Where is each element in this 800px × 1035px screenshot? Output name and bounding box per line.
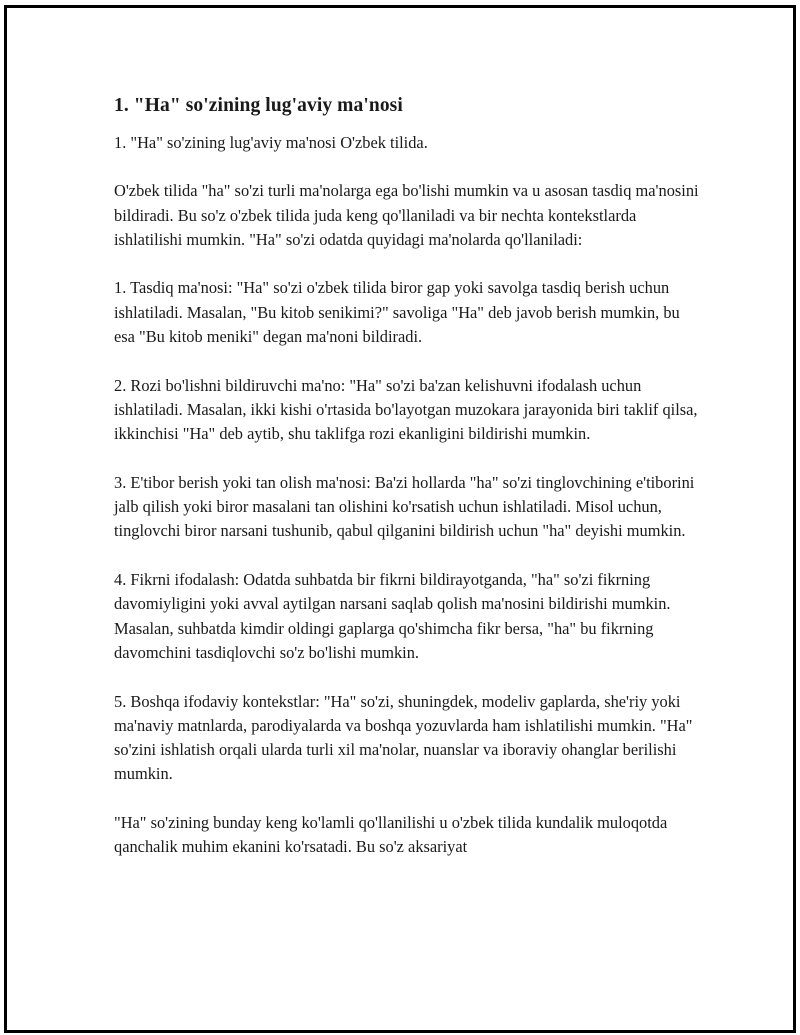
paragraph-item-1: 1. Tasdiq ma'nosi: "Ha" so'zi o'zbek tilida biror gap yoki savolga tasdiq berish uchun ishlatiladi. Masalan, "Bu kitob senikimi?" savoliga "Ha" deb javob berish mumkin, bu esa "Bu kitob meniki" degan ma'noni bildiradi. <box>114 278 680 347</box>
document-heading: 1. "Ha" so'zining lug'aviy ma'nosi <box>114 95 403 116</box>
paragraph-item-4: 4. Fikrni ifodalash: Odatda suhbatda bir fikrni bildirayotganda, "ha" so'zi fikrning davomiyligini yoki avval aytilgan narsani saqlab qolish ma'nosini bildirishi mumkin. Masalan, suhbatda kimdir oldingi gaplarga qo'shimcha fikr bersa, "ha" bu fikrning davomchini tasdiqlovchi so'z bo'lishi mumkin. <box>114 570 671 662</box>
paragraph-item-2: 2. Rozi bo'lishni bildiruvchi ma'no: "Ha" so'zi ba'zan kelishuvni ifodalash uchun ishlatiladi. Masalan, ikki kishi o'rtasida bo'layotgan muzokara jarayonida biri taklif qilsa, ikkinchisi "Ha" deb aytib, shu taklifga rozi ekanligini bildirishi mumkin. <box>114 375 698 444</box>
paragraph-overview: O'zbek tilida "ha" so'zi turli ma'nolarga ega bo'lishi mumkin va u asosan tasdiq ma'nosini bildiradi. Bu so'z o'zbek tilida juda keng qo'llaniladi va bir nechta kontekstlarda ishlatilishi mumkin. "Ha" so'zi odatda quyidagi ma'nolarda qo'llaniladi: <box>114 181 699 249</box>
paragraph-conclusion: "Ha" so'zining bunday keng ko'lamli qo'llanilishi u o'zbek tilida kundalik muloqotda qanchalik muhim ekanini ko'rsatadi. Bu so'z aksariyat <box>114 813 668 857</box>
paragraph-item-5: 5. Boshqa ifodaviy kontekstlar: "Ha" so'zi, shuningdek, modeliv gaplarda, she'riy yoki ma'naviy matnlarda, parodiyalarda va boshqa yozuvlarda ham ishlatilishi mumkin. "Ha" so'zini ishlatish orqali ularda turli xil ma'nolar, nuanslar va iboraviy ohanglar berilishi mumkin. <box>114 691 693 784</box>
document-body <box>114 93 704 884</box>
paragraph-intro: 1. "Ha" so'zining lug'aviy ma'nosi O'zbek tilida. <box>114 133 428 152</box>
paragraph-item-3: 3. E'tibor berish yoki tan olish ma'nosi: Ba'zi hollarda "ha" so'zi tinglovchining e'tiborini jalb qilish yoki biror masalani tan olishini ko'rsatish uchun ishlatiladi. Misol uchun, tinglovchi biror narsani tushunib, qabul qilganini bildirish uchun "ha" deyishi mumkin. <box>114 472 695 541</box>
